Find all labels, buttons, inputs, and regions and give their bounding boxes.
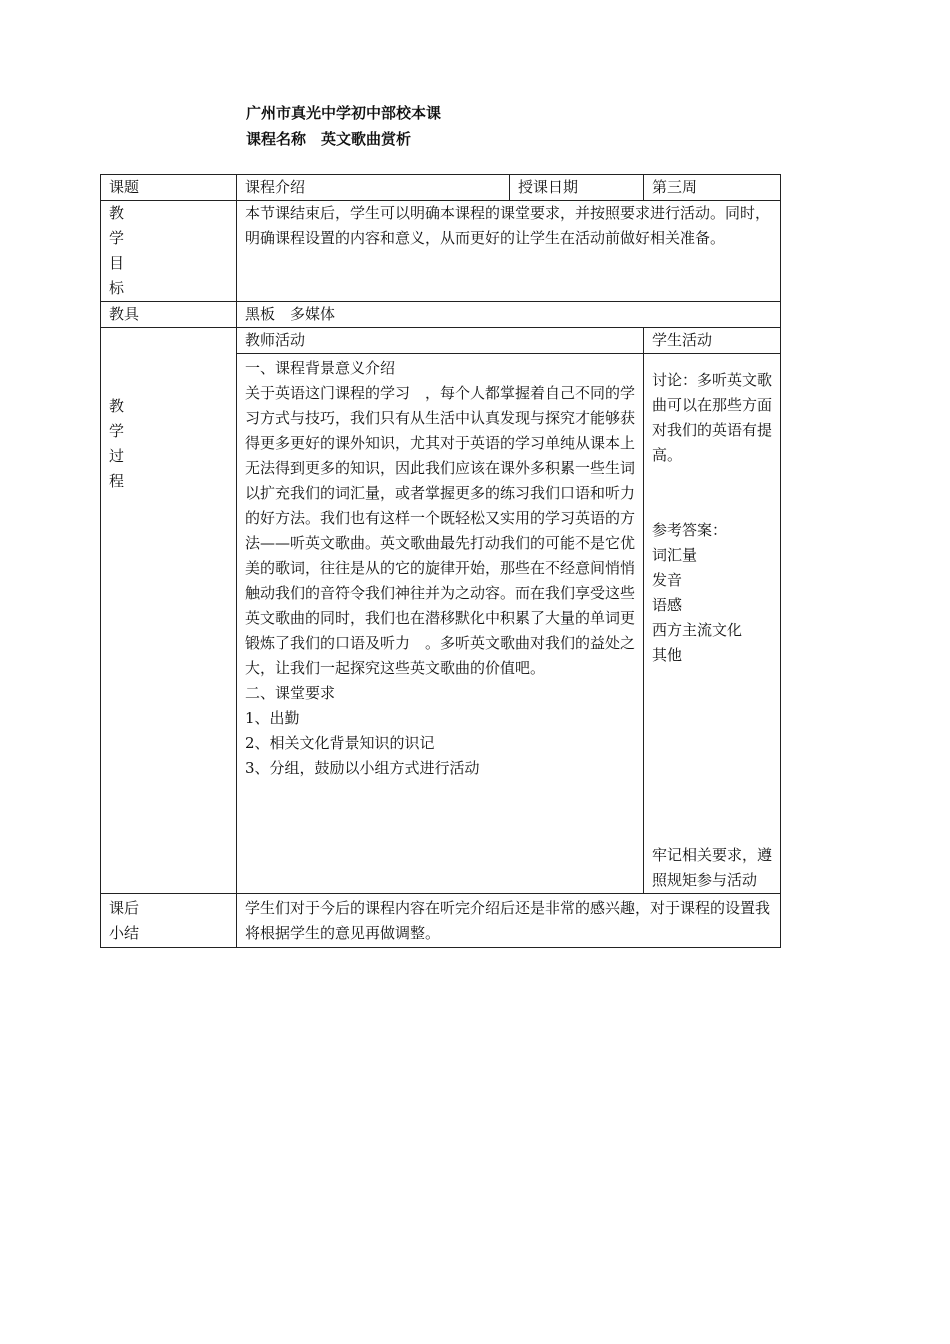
answer-item: 西方主流文化 xyxy=(652,621,743,639)
tools-label: 教具 xyxy=(101,302,237,328)
course-name: 课程名称 英文歌曲赏析 xyxy=(246,130,412,148)
goal-label-char: 教 xyxy=(109,204,125,222)
goal-label-char: 学 xyxy=(109,229,125,247)
requirement-item: 2、相关文化背景知识的识记 xyxy=(245,734,435,752)
summary-label-line: 小结 xyxy=(109,924,140,942)
process-label-char: 过 xyxy=(109,447,125,465)
summary-row xyxy=(101,894,781,948)
lesson-plan-table xyxy=(100,174,781,948)
answer-title: 参考答案： xyxy=(652,521,728,539)
topic-value: 课程介绍 xyxy=(237,175,510,201)
teacher-activity-content xyxy=(237,354,644,894)
process-label-char: 程 xyxy=(109,472,125,490)
teacher-section-title: 二、课堂要求 xyxy=(245,684,336,702)
requirement-item: 3、分组，鼓励以小组方式进行活动 xyxy=(245,759,480,777)
student-discussion: 讨论：多听英文歌曲可以在那些方面对我们的英语有提高。 xyxy=(652,371,773,464)
summary-label-line: 课后 xyxy=(109,899,140,917)
teacher-section-title: 一、课程背景意义介绍 xyxy=(245,359,396,377)
process-label-char: 学 xyxy=(109,422,125,440)
teacher-activity-header: 教师活动 xyxy=(237,328,644,354)
date-label: 授课日期 xyxy=(510,175,644,201)
tools-value: 黑板 多媒体 xyxy=(237,302,781,328)
goal-text: 本节课结束后，学生可以明确本课程的课堂要求，并按照要求进行活动。同时，明确课程设置的内容和意义，从而更好的让学生在活动前做好相关准备。 xyxy=(237,201,781,302)
answer-item: 其他 xyxy=(652,646,683,664)
student-activity-content xyxy=(644,354,781,894)
goal-label-char: 目 xyxy=(109,254,125,272)
teacher-paragraph: 关于英语这门课程的学习 ，每个人都掌握着自己不同的学习方式与技巧，我们只有从生活中认真发现与探究才能够获得更多更好的课外知识，尤其对于英语的学习单纯从课本上无法得到更多的知识，因此我们应该在课外多积累一些生词以扩充我们的词汇量，或者掌握更多的练习我们口语和听力的好方法。我们也有这样一个既轻松又实用的学习英语的方法——听英文歌曲。英文歌曲最先打动我们的可能不是它优美的歌词，往往是从的它的旋律开始，那些在不经意间悄悄触动我们的音符令我们神往并为之动容。而在我们享受这些英文歌曲的同时，我们也在潜移默化中积累了大量的单词更锻炼了我们的口语及听力 。多听英文歌曲对我们的益处之大，让我们一起探究这些英文歌曲的价值吧。 xyxy=(245,384,636,677)
goal-label xyxy=(101,201,237,302)
activity-header-row xyxy=(101,328,781,354)
answer-item: 语感 xyxy=(652,596,683,614)
requirement-item: 1、出勤 xyxy=(245,709,300,727)
tools-row xyxy=(101,302,781,328)
date-value: 第三周 xyxy=(644,175,781,201)
topic-label: 课题 xyxy=(101,175,237,201)
student-requirement: 牢记相关要求，遵照规矩参与活动 xyxy=(652,846,773,889)
summary-label xyxy=(101,894,237,948)
process-label xyxy=(101,328,237,894)
goal-row xyxy=(101,201,781,302)
answer-item: 发音 xyxy=(652,571,683,589)
topic-row xyxy=(101,175,781,201)
student-activity-header: 学生活动 xyxy=(644,328,781,354)
school-title: 广州市真光中学初中部校本课 xyxy=(246,104,442,122)
process-label-char: 教 xyxy=(109,397,125,415)
goal-label-char: 标 xyxy=(109,279,125,297)
summary-text: 学生们对于今后的课程内容在听完介绍后还是非常的感兴趣，对于课程的设置我将根据学生的意见再做调整。 xyxy=(237,894,781,948)
answer-item: 词汇量 xyxy=(652,546,698,564)
